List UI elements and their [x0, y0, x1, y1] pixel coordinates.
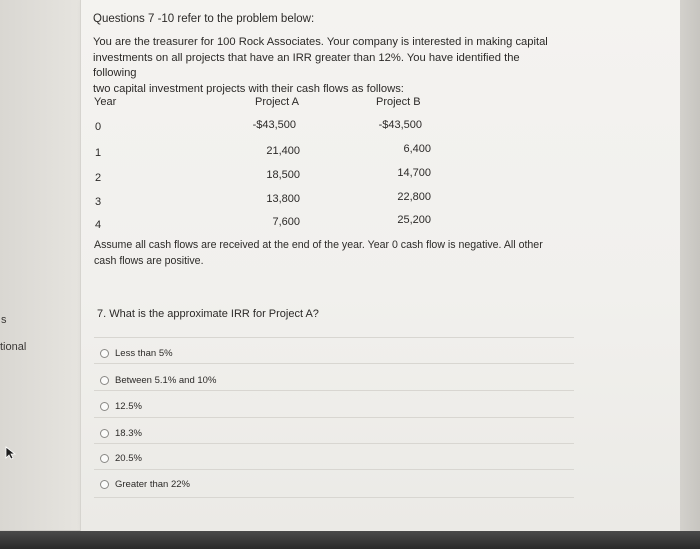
- year-cell: 2: [95, 172, 102, 184]
- answer-option-label: 18.3%: [115, 427, 142, 439]
- project-a-cell: -$43,500: [252, 119, 296, 131]
- answer-option-label: 20.5%: [115, 452, 142, 464]
- answer-option-label: Less than 5%: [115, 347, 173, 359]
- column-header-project-a: Project A: [255, 96, 300, 108]
- option-divider: [94, 417, 574, 418]
- problem-line: You are the treasurer for 100 Rock Associates. Your company is interested in making capital: [93, 36, 548, 48]
- problem-description: [93, 35, 563, 97]
- option-divider: [94, 363, 574, 364]
- answer-option[interactable]: [100, 426, 142, 440]
- option-divider: [94, 497, 574, 498]
- option-divider: [94, 337, 574, 338]
- assumption-note: [94, 238, 574, 269]
- answer-option[interactable]: [100, 373, 216, 387]
- answer-option[interactable]: [100, 451, 142, 465]
- radio-button[interactable]: [100, 376, 109, 385]
- background-window: [680, 0, 700, 531]
- screen-bezel: [0, 531, 700, 549]
- radio-button[interactable]: [100, 480, 109, 489]
- background-text-fragment: tional: [0, 341, 27, 353]
- answer-option[interactable]: [100, 346, 173, 360]
- section-header: Questions 7 -10 refer to the problem below:: [93, 13, 315, 25]
- column-header-year: Year: [94, 96, 117, 108]
- radio-button[interactable]: [100, 349, 109, 358]
- mouse-cursor-icon: [5, 446, 17, 460]
- project-b-cell: 14,700: [397, 167, 431, 179]
- year-cell: 3: [95, 196, 102, 208]
- project-a-cell: 21,400: [266, 145, 300, 157]
- option-divider: [94, 443, 574, 444]
- year-cell: 4: [95, 219, 102, 231]
- column-header-project-b: Project B: [376, 96, 421, 108]
- option-divider: [94, 469, 574, 470]
- background-text-fragment: s: [1, 314, 7, 326]
- project-b-cell: -$43,500: [378, 119, 422, 131]
- problem-line: two capital investment projects with their cash flows as follows:: [93, 82, 404, 95]
- note-line: Assume all cash flows are received at the end of the year. Year 0 cash flow is negative. All other: [94, 239, 543, 251]
- question-text: 7. What is the approximate IRR for Project A?: [97, 308, 319, 320]
- radio-button[interactable]: [100, 454, 109, 463]
- note-line: cash flows are positive.: [94, 254, 204, 267]
- project-b-cell: 6,400: [403, 143, 431, 155]
- answer-option[interactable]: [100, 477, 190, 491]
- answer-option-label: Between 5.1% and 10%: [115, 374, 217, 386]
- radio-button[interactable]: [100, 402, 109, 411]
- project-a-cell: 18,500: [266, 169, 300, 181]
- project-a-cell: 13,800: [266, 193, 300, 205]
- year-cell: 0: [95, 121, 102, 133]
- project-a-cell: 7,600: [272, 216, 300, 228]
- project-b-cell: 22,800: [397, 191, 431, 203]
- answer-option-label: Greater than 22%: [115, 478, 190, 490]
- year-cell: 1: [95, 147, 102, 159]
- answer-option-label: 12.5%: [115, 400, 142, 412]
- option-divider: [94, 390, 574, 391]
- project-b-cell: 25,200: [397, 214, 431, 226]
- answer-option[interactable]: [100, 399, 142, 413]
- problem-line: investments on all projects that have an IRR greater than 12%. You have identified the following: [93, 51, 520, 79]
- radio-button[interactable]: [100, 429, 109, 438]
